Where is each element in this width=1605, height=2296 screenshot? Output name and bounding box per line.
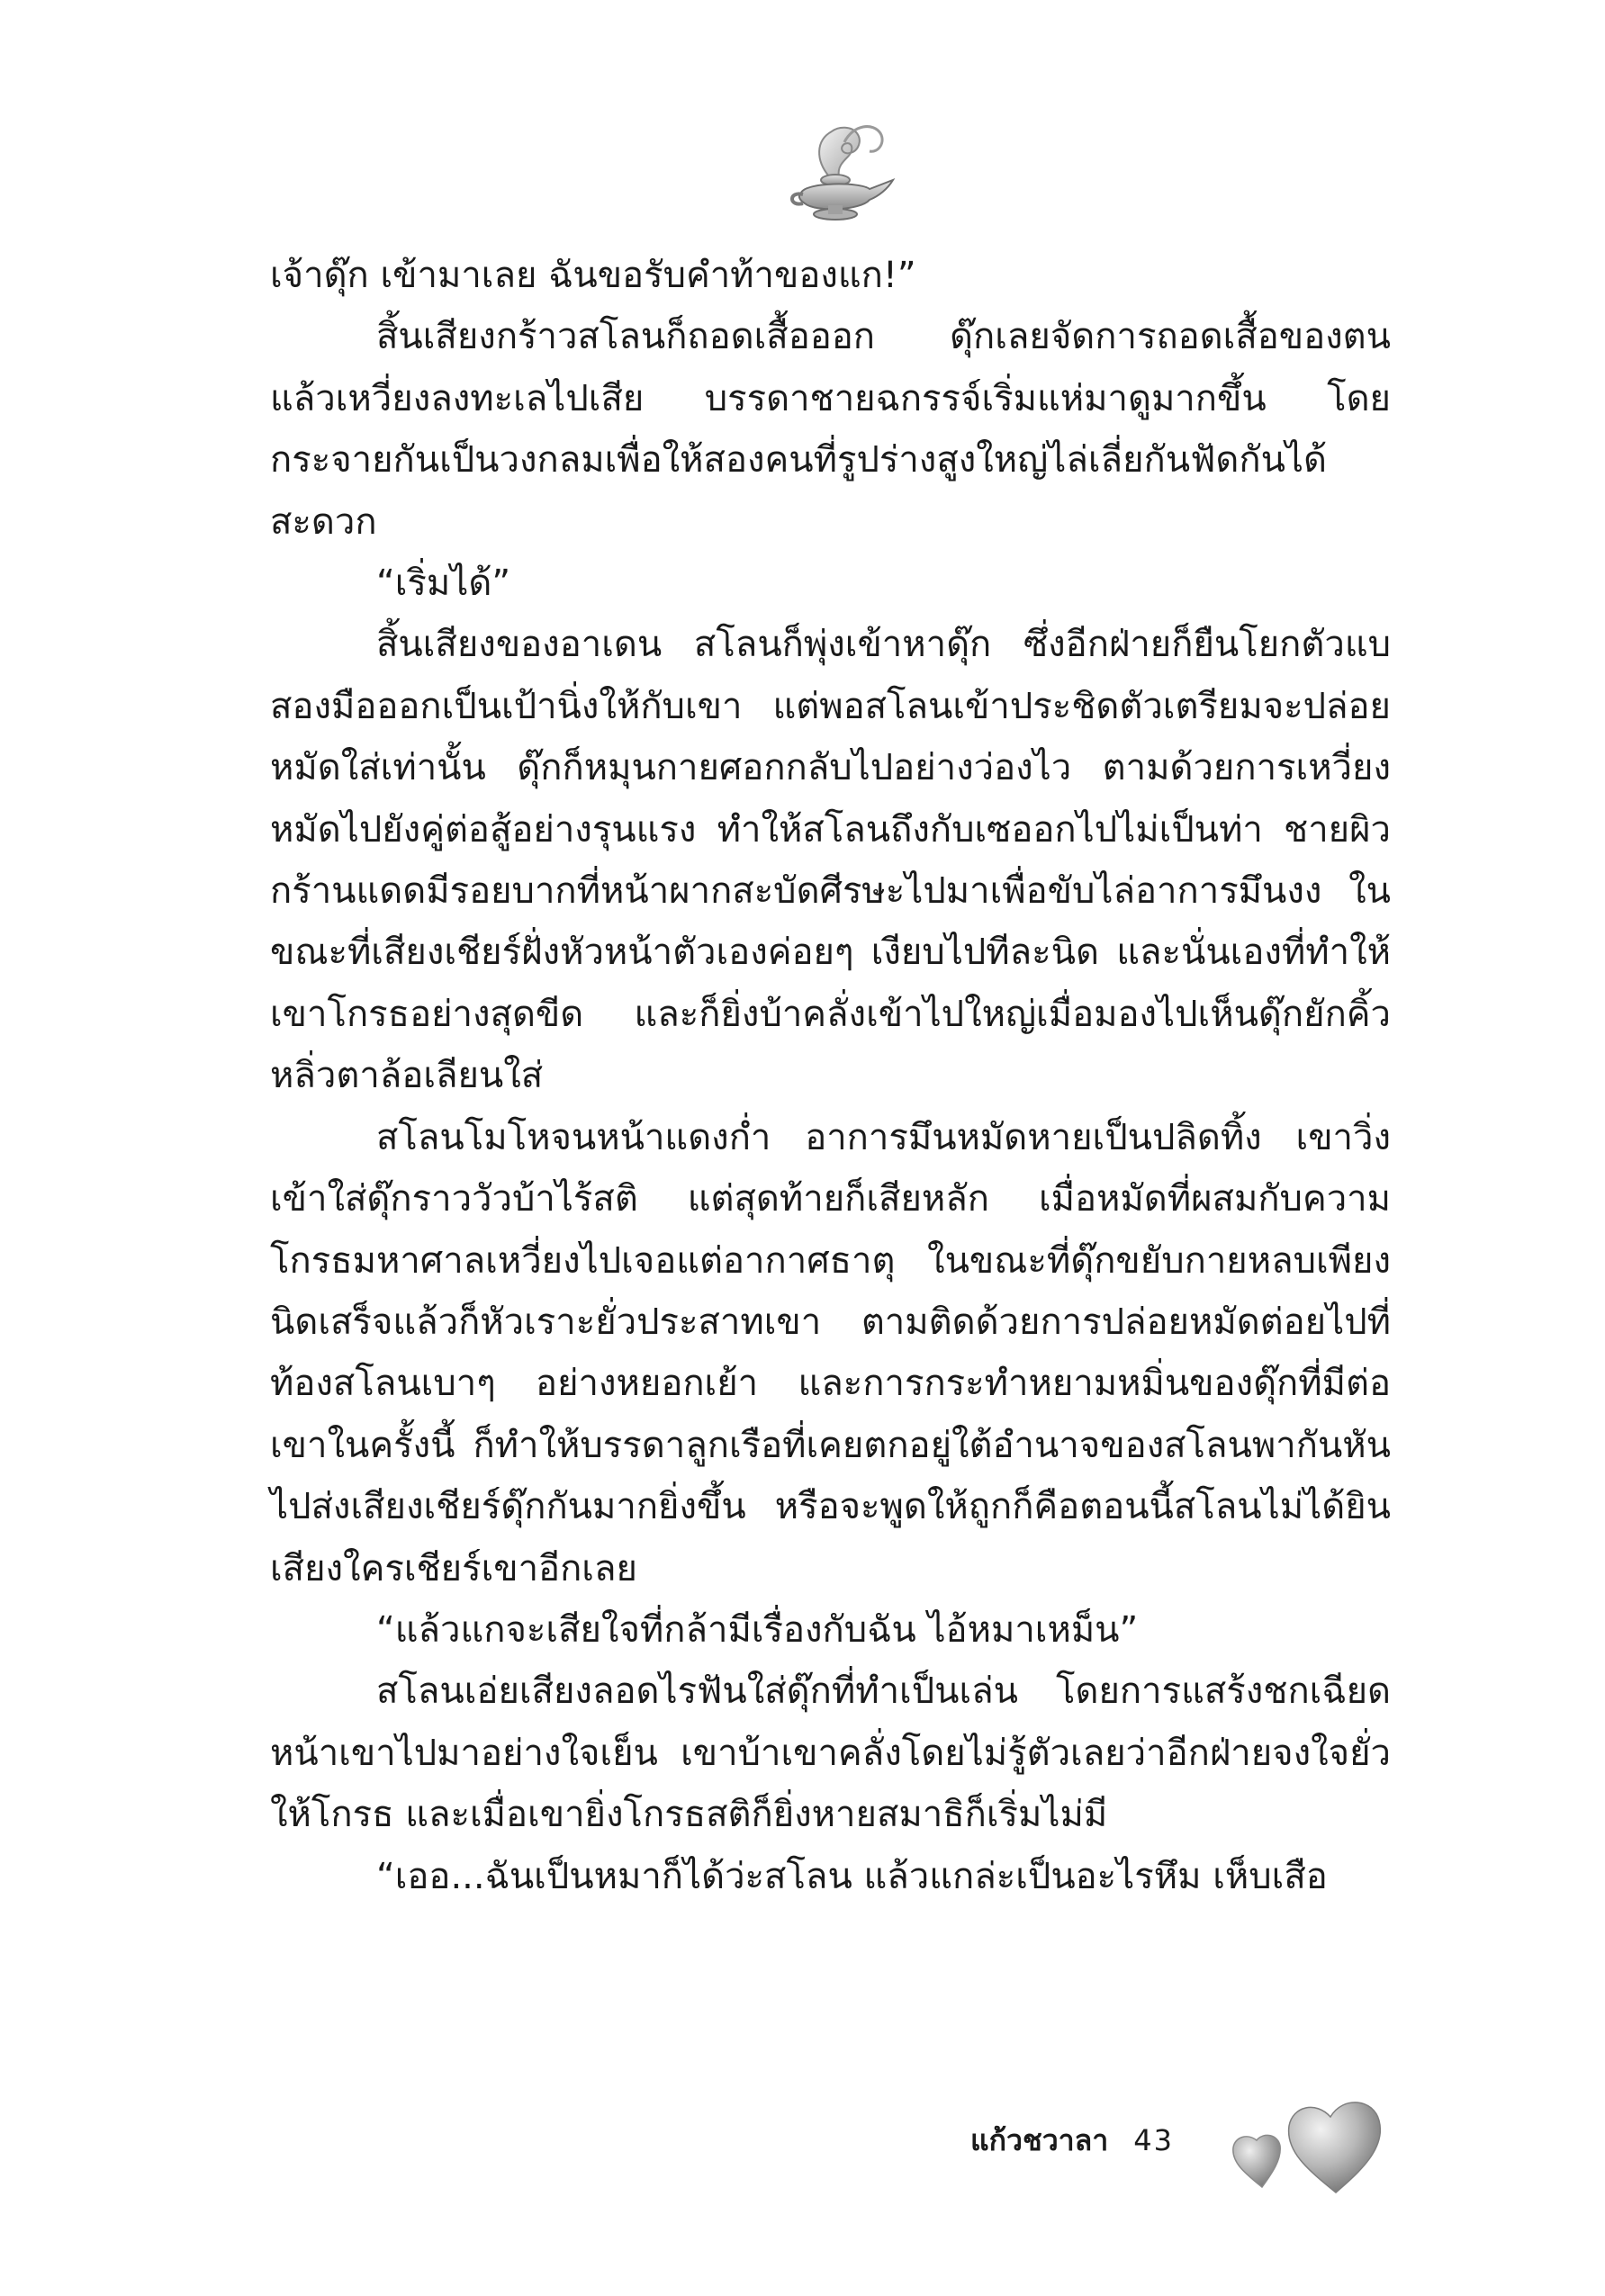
paragraph-8: “เออ...ฉันเป็นหมาก็ได้ว่ะสโลน แล้วแกล่ะเป็นอะไรหึม เห็บเสือ	[376, 1855, 1328, 1897]
book-title: แก้วชวาลา	[970, 2122, 1109, 2157]
paragraph-1: เจ้าดุ๊ก เข้ามาเลย ฉันขอรับคำท้าของแก!”	[270, 255, 916, 296]
body-text	[270, 245, 1391, 2081]
paragraph-2: สิ้นเสียงกร้าวสโลนก็ถอดเสื้อออก ดุ๊กเลยจัดการถอดเสื้อของตนแล้วเหวี่ยงลงทะเลไปเสีย บรรดาชายฉกรรจ์เริ่มแห่มาดูมากขึ้น โดยกระจายกันเป็นวงกลมเพื่อให้สองคนที่รูปร่างสูงใหญ่ไล่เลี่ยกันฟัดกันได้สะดวก	[270, 316, 1391, 543]
paragraph-4: สิ้นเสียงของอาเดน สโลนก็พุ่งเข้าหาดุ๊ก ซึ่งอีกฝ่ายก็ยืนโยกตัวแบสองมือออกเป็นเป้านิ่งให้กับเขา แต่พอสโลนเข้าประชิดตัวเตรียมจะปล่อยหมัดใส่เท่านั้น ดุ๊กก็หมุนกายศอกกลับไปอย่างว่องไว ตามด้วยการเหวี่ยงหมัดไปยังคู่ต่อสู้อย่างรุนแรง ทำให้สโลนถึงกับเซออกไปไม่เป็นท่า ชายผิวกร้านแดดมีรอยบากที่หน้าผากสะบัดศีรษะไปมาเพื่อขับไล่อาการมึนงง ในขณะที่เสียงเชียร์ฝั่งหัวหน้าตัวเองค่อยๆ เงียบไปทีละนิด และนั่นเองที่ทำให้เขาโกรธอย่างสุดขีด และก็ยิ่งบ้าคลั่งเข้าไปใหญ่เมื่อมองไปเห็นดุ๊กยักคิ้วหลิ่วตาล้อเลียนใส่	[270, 624, 1391, 1097]
paragraph-5: สโลนโมโหจนหน้าแดงก่ำ อาการมึนหมัดหายเป็นปลิดทิ้ง เขาวิ่งเข้าใส่ดุ๊กราววัวบ้าไร้สติ แต่สุดท้ายก็เสียหลัก เมื่อหมัดที่ผสมกับความโกรธมหาศาลเหวี่ยงไปเจอแต่อากาศธาตุ ในขณะที่ดุ๊กขยับกายหลบเพียงนิดเสร็จแล้วก็หัวเราะยั่วประสาทเขา ตามติดด้วยการปล่อยหมัดต่อยไปที่ท้องสโลนเบาๆ อย่างหยอกเย้า และการกระทำหยามหมิ่นของดุ๊กที่มีต่อเขาในครั้งนี้ ก็ทำให้บรรดาลูกเรือที่เคยตกอยู่ใต้อำนาจของสโลนพากันหันไปส่งเสียงเชียร์ดุ๊กกันมากยิ่งขึ้น หรือจะพูดให้ถูกก็คือตอนนี้สโลนไม่ได้ยินเสียงใครเชียร์เขาอีกเลย	[270, 1116, 1391, 1589]
page-footer	[970, 2113, 1174, 2167]
paragraph-7: สโลนเอ่ยเสียงลอดไรฟันใส่ดุ๊กที่ทำเป็นเล่น โดยการแสร้งชกเฉียดหน้าเขาไปมาอย่างใจเย็น เขาบ้าเขาคลั่งโดยไม่รู้ตัวเลยว่าอีกฝ่ายจงใจยั่วให้โกรธ และเมื่อเขายิ่งโกรธสติก็ยิ่งหายสมาธิก็เริ่มไม่มี	[270, 1670, 1391, 1836]
page-number: 43	[1133, 2123, 1174, 2157]
genie-lamp-icon	[780, 106, 906, 232]
hearts-icon	[1226, 2068, 1406, 2203]
paragraph-3: “เริ่มได้”	[376, 563, 511, 605]
paragraph-6: “แล้วแกจะเสียใจที่กล้ามีเรื่องกับฉัน ไอ้หมาเหม็น”	[376, 1608, 1139, 1651]
